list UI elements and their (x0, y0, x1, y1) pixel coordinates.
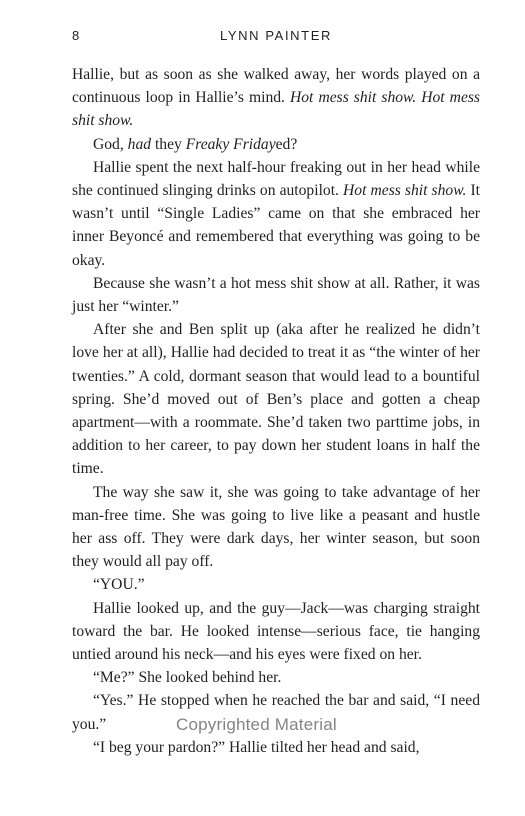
body-text (72, 63, 480, 759)
text-run: “YOU.” (93, 576, 145, 594)
text-run: “I beg your pardon?” Hallie tilted her head and said, (93, 738, 420, 756)
paragraph (72, 318, 480, 480)
copyright-watermark: Copyrighted Material (176, 715, 337, 734)
text-run: After she and Ben split up (aka after he realized he didn’t love her at all), Hallie had decided to treat it as “the winter of her twenties.” A cold, dormant season that would lead to a bountiful spring. She’d moved out of Ben’s place and gotten a cheap apartment—with a roommate. She’d taken two parttime jobs, in addition to her career, to pay down her student loans in half the time. (72, 321, 480, 478)
page-header (72, 28, 480, 48)
italic-text: had (127, 135, 152, 153)
paragraph (72, 156, 480, 272)
text-run: Hallie looked up, and the guy—Jack—was charging straight toward the bar. He looked intense—serious face, tie hanging untied around his neck—and his eyes were fixed on her. (72, 599, 480, 664)
paragraph (72, 63, 480, 133)
running-head-author: LYNN PAINTER (220, 28, 332, 43)
text-run: God, (93, 135, 128, 153)
italic-text: Hot mess shit show. (343, 182, 467, 200)
paragraph (72, 272, 480, 318)
paragraph (72, 133, 480, 156)
paragraph (72, 689, 480, 735)
text-run: “Yes.” He stopped when he reached the bar and said, “I need you.” (72, 692, 480, 733)
text-run: Hallie, but as soon as she walked away, her words played on a continuous loop in Hallie’s mind. (72, 66, 480, 107)
italic-text: Freaky Friday (185, 135, 276, 153)
text-run: “Me?” She looked behind her. (93, 669, 282, 687)
italic-text: Hot mess shit show. Hot mess shit show. (72, 89, 480, 130)
text-run: Hallie spent the next half-hour freaking out in her head while she continued slinging drinks on autopilot. (72, 158, 480, 200)
paragraph (72, 666, 480, 689)
paragraph (72, 736, 480, 759)
paragraph (72, 573, 480, 596)
paragraph (72, 597, 480, 667)
text-run: they (151, 135, 186, 153)
text-run: The way she saw it, she was going to take advantage of her man-free time. She was going to live like a peasant and hustle her ass off. They were dark days, her winter season, but soon they would all pay off. (72, 483, 480, 571)
paragraph (72, 481, 480, 574)
text-run: ed? (275, 135, 298, 153)
text-run: Because she wasn’t a hot mess shit show at all. Rather, it was just her “winter.” (72, 274, 480, 316)
page-number: 8 (72, 28, 81, 43)
text-run: It wasn’t until “Single Ladies” came on that she embraced her inner Beyoncé and remembered that everything was going to be okay. (72, 182, 480, 269)
